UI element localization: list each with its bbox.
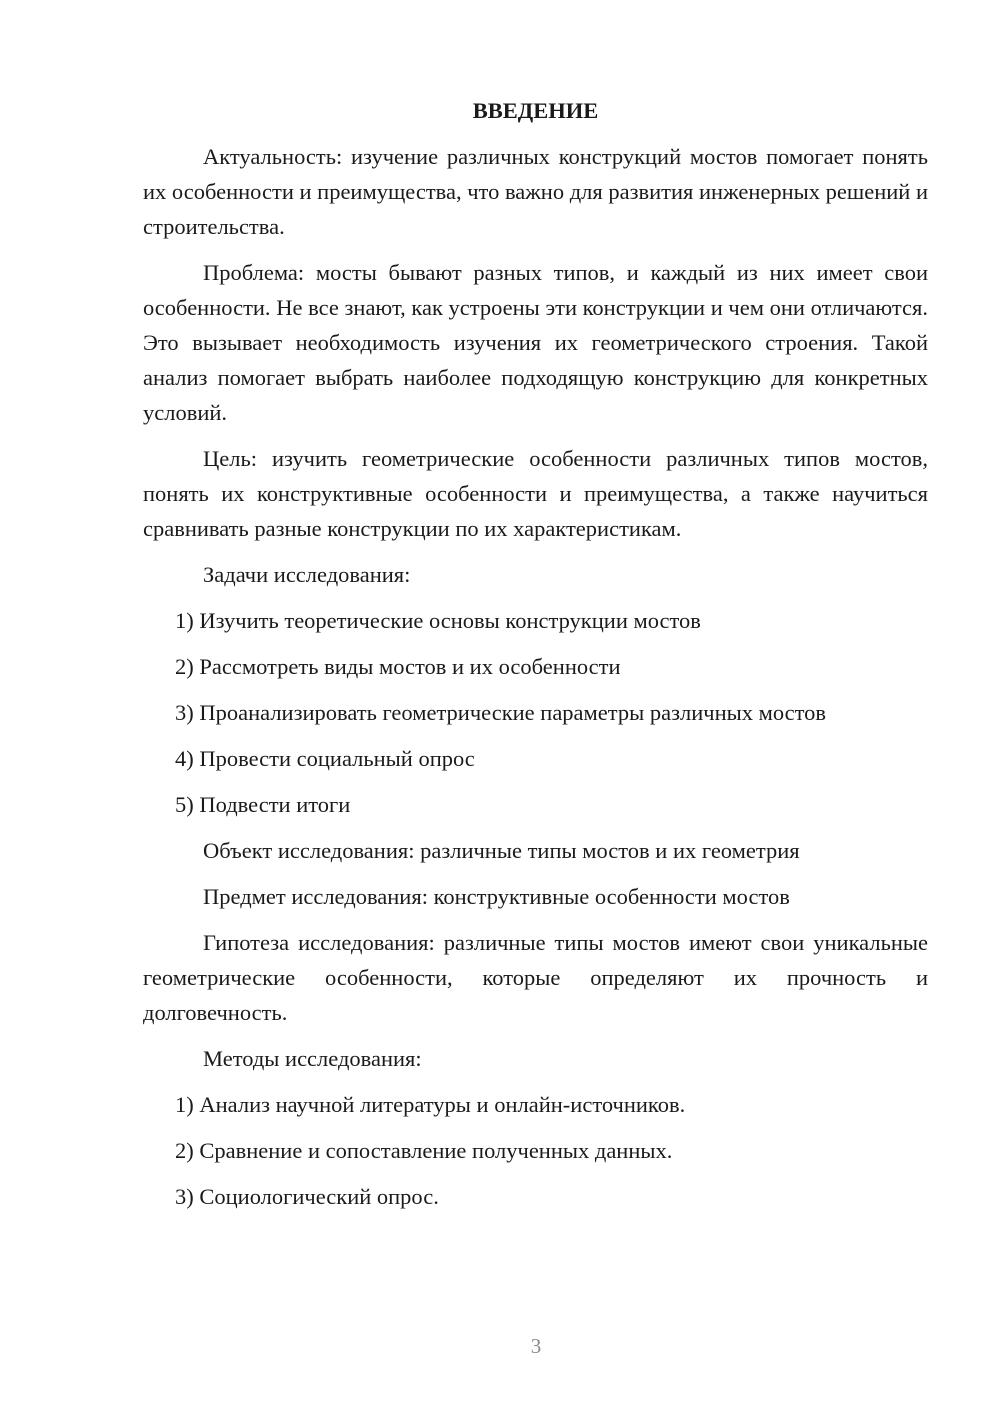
research-subject: Предмет исследования: конструктивные особенности мостов xyxy=(203,884,790,909)
method-item-3: 3) Социологический опрос. xyxy=(175,1184,439,1209)
task-item-5: 5) Подвести итоги xyxy=(175,792,351,817)
method-item-2: 2) Сравнение и сопоставление полученных данных. xyxy=(175,1138,673,1163)
tasks-title: Задачи исследования: xyxy=(203,562,411,587)
goal-paragraph: Цель: изучить геометрические особенности различных типов мостов, понять их конструктивные особенности и преимущества, а также научиться сравнивать разные конструкции по их характеристикам. xyxy=(143,446,928,541)
relevance-paragraph: Актуальность: изучение различных конструкций мостов помогает понять их особенности и преимущества, что важно для развития инженерных решений и строительства. xyxy=(143,144,928,239)
research-object: Объект исследования: различные типы мостов и их геометрия xyxy=(203,838,800,863)
task-item-3: 3) Проанализировать геометрические параметры различных мостов xyxy=(175,700,827,725)
task-item-1: 1) Изучить теоретические основы конструкции мостов xyxy=(175,608,701,633)
hypothesis-paragraph: Гипотеза исследования: различные типы мостов имеют свои уникальные геометрические особенности, которые определяют их прочность и долговечность. xyxy=(143,930,928,1025)
method-item-1: 1) Анализ научной литературы и онлайн-источников. xyxy=(175,1092,686,1117)
methods-title: Методы исследования: xyxy=(203,1046,422,1071)
page-number: 3 xyxy=(530,1334,542,1358)
task-item-2: 2) Рассмотреть виды мостов и их особенности xyxy=(175,654,621,679)
problem-paragraph: Проблема: мосты бывают разных типов, и каждый из них имеет свои особенности. Не все знают, как устроены эти конструкции и чем они отличаются. Это вызывает необходимость изучения их геометрического строения. Такой анализ помогает выбрать наиболее подходящую конструкцию для конкретных условий. xyxy=(143,260,928,425)
document-body xyxy=(143,93,928,1225)
task-item-4: 4) Провести социальный опрос xyxy=(175,746,475,771)
page-title: ВВЕДЕНИЕ xyxy=(472,98,599,123)
